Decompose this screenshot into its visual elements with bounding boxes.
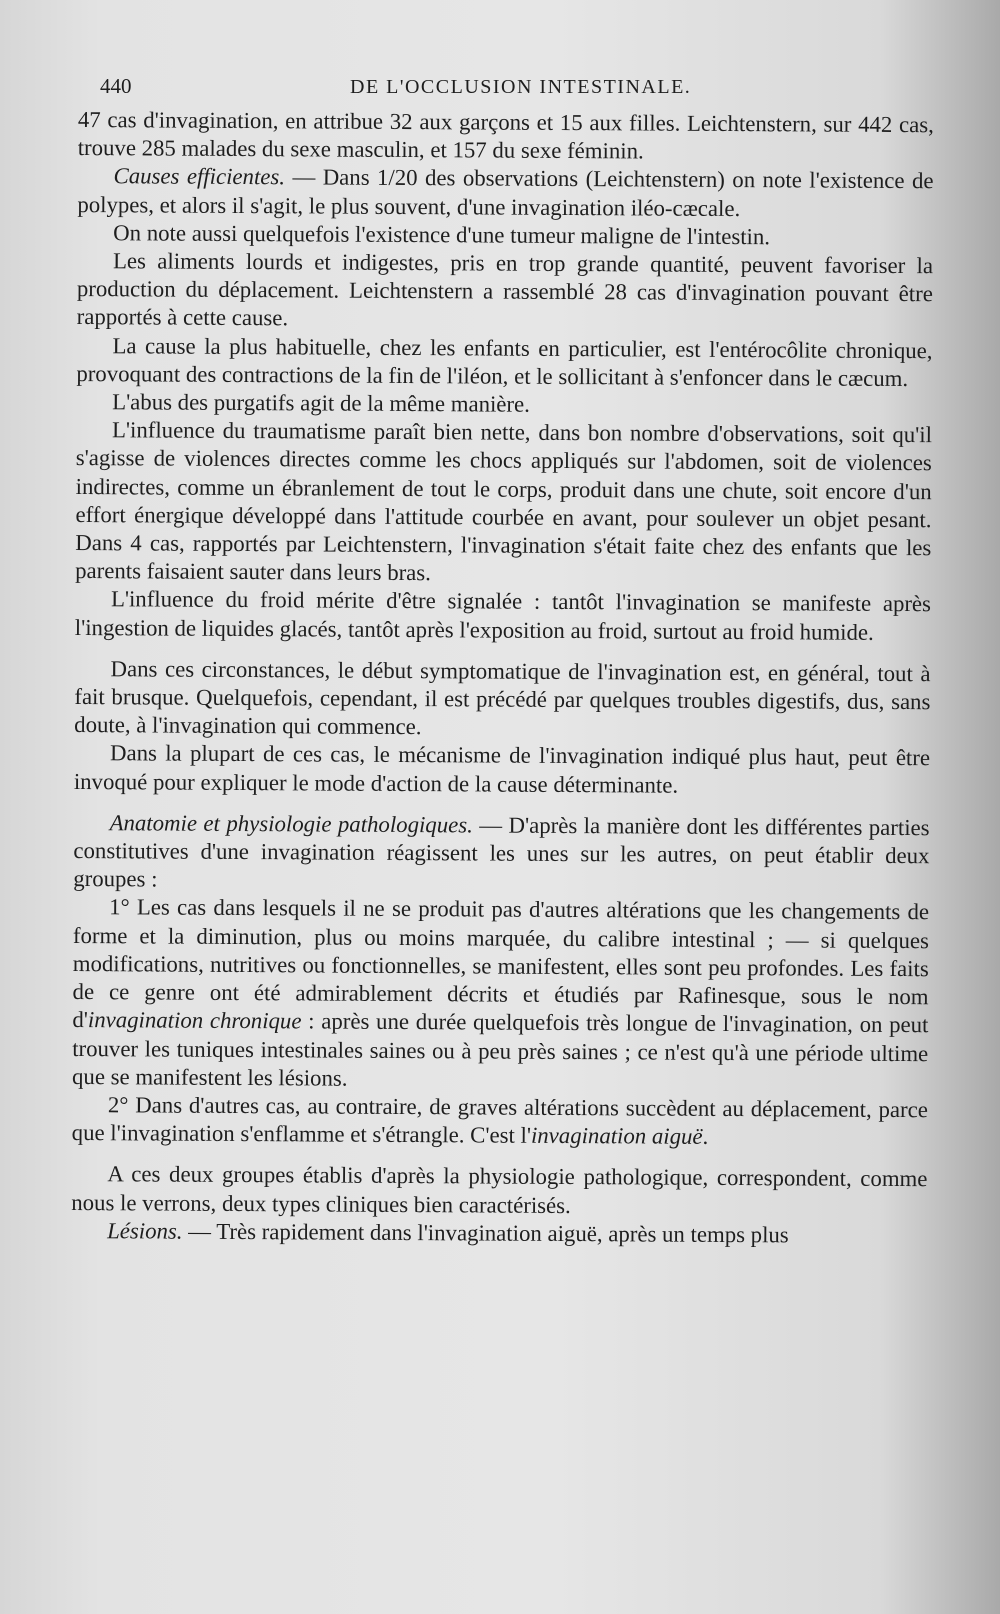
page-number: 440	[100, 74, 132, 98]
page-header	[100, 74, 940, 104]
paragraph: L'abus des purgatifs agit de la même manière.	[112, 389, 530, 417]
italic-term: invagination chronique	[87, 1007, 302, 1034]
paragraph-text: 1° Les cas dans lesquels il ne se produit pas d'autres altérations que les changements de forme et la diminution, plus ou moins marquée, du calibre intestinal ; — si quelques modifications, nutritives ou fonctionnelles, se manifestent, elles sont peu profondes. Les faits de ce genre ont été admirablement décrits et étudiés par Rafinesque, sous le nom d'	[72, 894, 930, 1033]
paragraph: L'influence du froid mérite d'être signalée : tantôt l'invagination se manifeste après l'ingestion de liquides glacés, tantôt après l'exposition au froid, surtout au froid humide.	[74, 586, 932, 645]
paragraph: Dans la plupart de ces cas, le mécanisme de l'invagination indiqué plus haut, peut être invoqué pour expliquer le mode d'action de la cause déterminante.	[73, 740, 931, 798]
paragraph-text: — D'après la manière dont les différentes parties constitutives d'une invagination réagissent les unes sur les autres, on peut établir deux groupes :	[73, 812, 930, 892]
paragraph: Dans ces circonstances, le début symptomatique de l'invagination est, en général, tout à fait brusque. Quelquefois, cependant, il est précédé par quelques troubles digestifs, dus, sans doute, à l'invagination qui commence.	[74, 656, 931, 740]
paragraph: La cause la plus habituelle, chez les enfants en particulier, est l'entérocôlite chronique, provoquant des contractions de la fin de l'iléon, et le sollicitant à s'enfoncer dans le cæcum.	[76, 332, 933, 391]
section-heading: Causes efficientes.	[113, 163, 286, 190]
paragraph	[77, 162, 933, 224]
paragraph: 47 cas d'invagination, en attribue 32 aux garçons et 15 aux filles. Leichtenstern, sur 442 cas, trouve 285 malades du sexe masculin, et 157 du sexe féminin.	[77, 106, 934, 164]
paragraph-text: 2° Dans d'autres cas, au contraire, de graves altérations succèdent au déplacement, parce que l'invagination s'enflamme et s'étrangle. C'est l'	[71, 1092, 928, 1148]
paragraph: On note aussi quelquefois l'existence d'une tumeur maligne de l'intestin.	[113, 220, 771, 250]
paragraph	[73, 809, 930, 899]
paragraph-text: — Très rapidement dans l'invagination aiguë, après un temps plus	[182, 1218, 789, 1248]
running-title: DE L'OCCLUSION INTESTINALE.	[350, 76, 692, 98]
body-text	[71, 106, 934, 1250]
paragraph	[71, 1217, 927, 1250]
section-heading: Anatomie et physiologie pathologiques.	[109, 810, 473, 838]
paragraph-text: .	[702, 1123, 709, 1149]
paragraph: A ces deux groupes établis d'après la physiologie pathologique, correspondent, comme nous le verrons, deux types cliniques bien caractérisés.	[71, 1161, 928, 1218]
paragraph: Les aliments lourds et indigestes, pris en trop grande quantité, peuvent favoriser la production du déplacement. Leichtenstern a rassemblé 28 cas d'invagination pouvant être rapportés à cette cause.	[76, 248, 934, 331]
paragraph-text: — Dans 1/20 des observations (Leichtenstern) on note l'existence de polypes, et alors il s'agit, le plus souvent, d'une invagination iléo-cæcale.	[77, 164, 934, 221]
paragraph: L'influence du traumatisme paraît bien nette, dans bon nombre d'observations, soit qu'il s'agisse de violences directes comme les chocs appliqués sur l'abdomen, soit de violences indirectes, comme un ébranlement de tout le corps, produit dans une chute, soit encore d'un effort énergique développé dans l'attitude courbée en avant, pour soulever un objet pesant. Dans 4 cas, rapportés par Leichtenstern, l'invagination s'était faite chez des enfants que les parents faisaient sauter dans leurs bras.	[75, 417, 933, 586]
section-heading: Lésions.	[107, 1217, 183, 1244]
italic-term: invagination aiguë	[530, 1122, 703, 1149]
paragraph	[72, 1091, 928, 1153]
paragraph-text: : après une durée quelquefois très longue de l'invagination, on peut trouver les tuniques intestinales saines ou à peu près saines ; ce n'est qu'à une période ultime que se manifestent les lésions.	[71, 1008, 929, 1091]
paragraph	[72, 893, 929, 1096]
